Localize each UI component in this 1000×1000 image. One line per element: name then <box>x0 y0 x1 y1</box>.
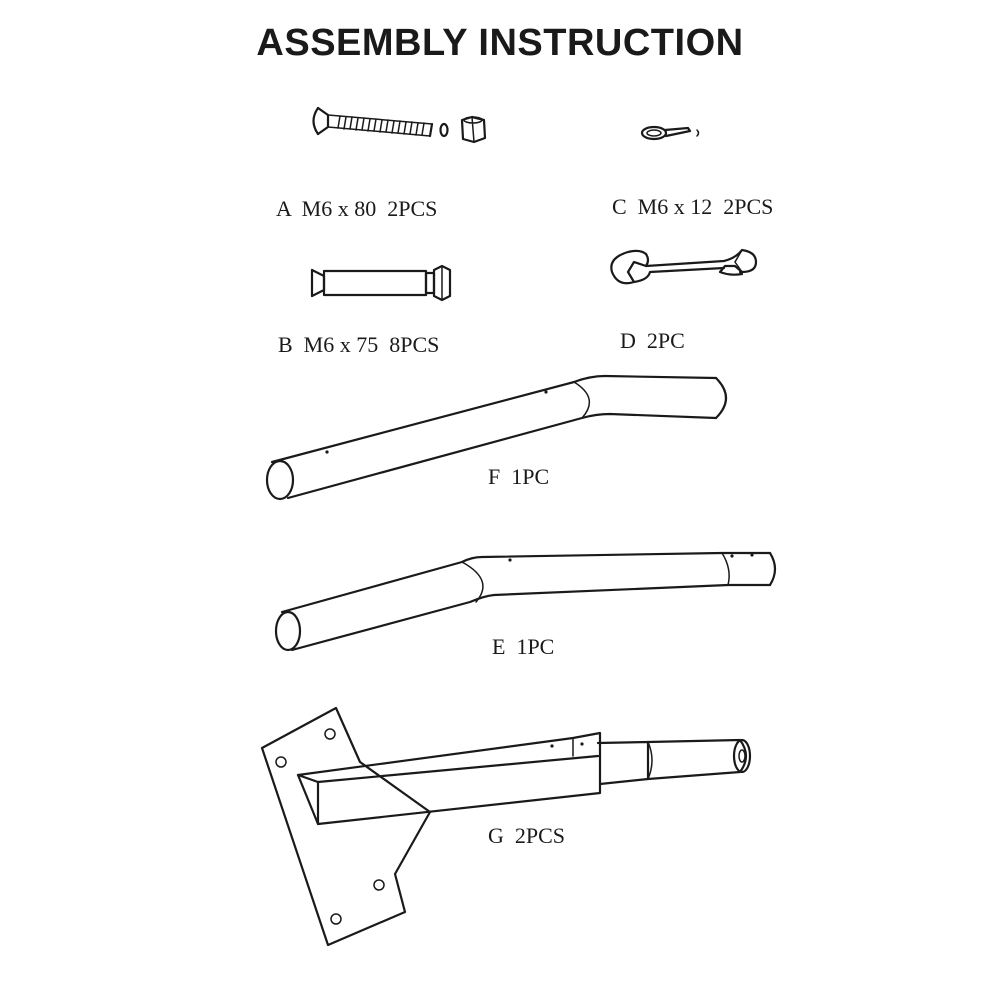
carriage-bolt-icon <box>314 108 486 142</box>
page-title: ASSEMBLY INSTRUCTION <box>256 22 744 64</box>
part-c-label: C M6 x 12 2PCS <box>612 194 774 219</box>
part-g-label: G 2PCS <box>488 823 566 848</box>
part-d-label: D 2PC <box>620 328 685 353</box>
part-e-label: E 1PC <box>492 634 555 659</box>
eye-pin-icon <box>642 127 699 139</box>
expansion-bolt-icon <box>312 266 450 300</box>
part-a-label: A M6 x 80 2PCS <box>276 196 438 221</box>
part-b-label: B M6 x 75 8PCS <box>278 332 440 357</box>
part-f-label: F 1PC <box>488 464 550 489</box>
wrench-icon <box>611 250 756 283</box>
